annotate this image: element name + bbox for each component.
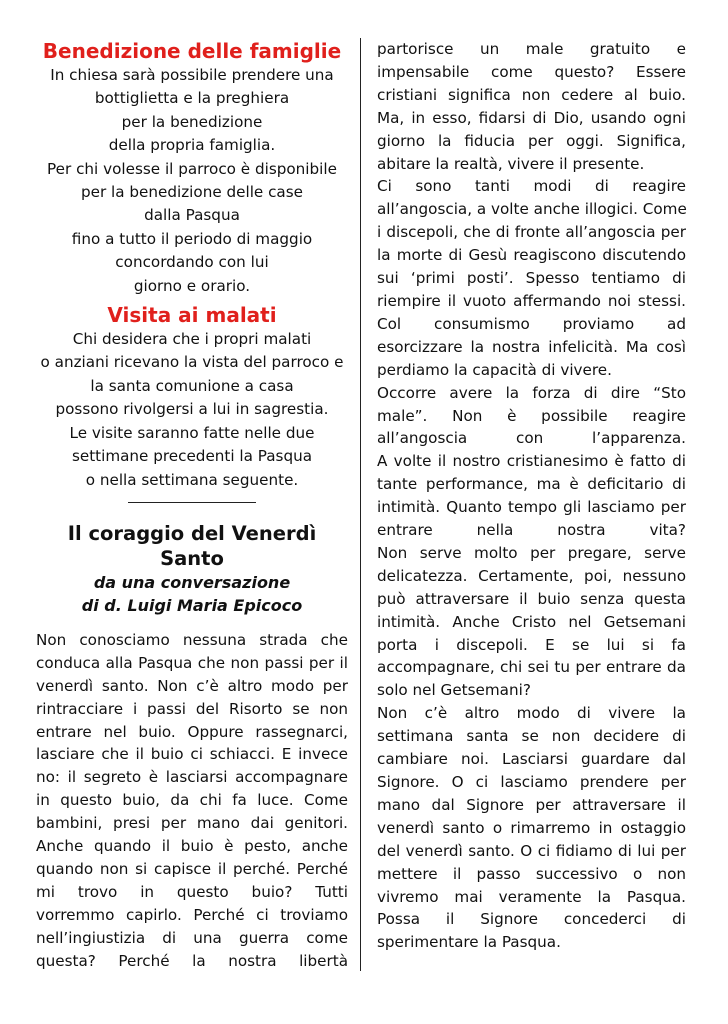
text-line: del venerdì santo. O ci fidiamo di lui per [377, 841, 686, 860]
text-line: Non conosciamo nessuna strada che [36, 630, 348, 649]
text-line: porta i discepoli. E se lui si fa [377, 635, 686, 654]
text-line: partorisce un male gratuito e [377, 40, 686, 58]
text-line: settimana santa se non decidere di [377, 727, 686, 746]
text-line: entrare nella nostra vita? [377, 521, 686, 540]
article-paragraph [377, 382, 686, 703]
text-line: quando non si capisce il perché. Perché [36, 859, 348, 878]
text-line: male”. Non è possibile reagire [377, 406, 686, 425]
section-benedizione-text [36, 64, 348, 298]
text-line: Chi desidera che i propri malati [72, 330, 312, 349]
text-line: Col consumismo proviamo ad [377, 314, 686, 333]
text-line: abitare la realtà, vivere il presente. [377, 154, 645, 173]
text-line: Ci sono tanti modi di reagire [377, 177, 686, 196]
text-line: la santa comunione a casa [90, 376, 294, 395]
text-line: i discepoli, che di fronte all’angoscia per [377, 223, 686, 242]
article-paragraph [377, 38, 686, 175]
text-line: vorremmo capirlo. Perché ci troviamo [36, 905, 348, 924]
text-line: Possa il Signore concederci di [377, 910, 686, 929]
text-line: venerdì santo. Non c’è altro modo per [36, 676, 348, 695]
article-paragraph [377, 175, 686, 381]
text-line: della propria famiglia. [108, 136, 276, 155]
text-line: cambiare noi. Lasciarsi guardare dal [377, 750, 686, 769]
section-title-visita-malati: Visita ai malati [107, 303, 277, 328]
text-line: nell’ingiustizia di una guerra come [36, 928, 348, 947]
text-line: Ma, in esso, fidarsi di Dio, usando ogni [377, 108, 686, 127]
text-line: o anziani ricevano la vista del parroco e [40, 353, 344, 372]
text-line: In chiesa sarà possibile prendere una [50, 66, 334, 84]
left-column [36, 38, 348, 973]
article-title: Il coraggio del Venerdì Santo [67, 521, 317, 570]
text-line: all’angoscia con l’apparenza. [377, 429, 686, 448]
text-line: o nella settimana seguente. [85, 470, 299, 489]
text-line: fino a tutto il periodo di maggio [71, 229, 313, 248]
text-line: Non serve molto per pregare, serve [377, 543, 686, 562]
text-line: per la benedizione delle case [80, 183, 303, 202]
text-line: Non c’è altro modo di vivere la [377, 704, 686, 723]
article-author: di d. Luigi Maria Epicoco [81, 595, 303, 615]
text-line: può attraversare il buio senza questa [377, 589, 686, 608]
text-line: A volte il nostro cristianesimo è fatto di [377, 452, 686, 471]
text-line: sperimentare la Pasqua. [377, 933, 561, 952]
text-line: entrare nel buio. Oppure rassegnarci, [36, 722, 348, 741]
text-line: solo nel Getsemani? [377, 681, 531, 700]
text-line: intimità. Quanto tempo gli lasciamo per [377, 498, 686, 517]
text-line: sui ‘primi posti’. Spesso tentiamo di [377, 269, 686, 288]
text-line: tante performance, ma è deficitario di [377, 475, 686, 494]
article-subtitle: da una conversazione [93, 572, 291, 592]
text-line: giorno la fiducia per oggi. Significa, [377, 131, 686, 150]
text-line: Per chi volesse il parroco è disponibile [47, 159, 337, 178]
section-title-benedizione: Benedizione delle famiglie [42, 39, 342, 63]
text-line: settimane precedenti la Pasqua [71, 447, 313, 466]
text-line: Le visite saranno fatte nelle due [69, 423, 315, 442]
text-line: bambini, presi per mano dai genitori. [36, 814, 348, 833]
text-line: la morte di Gesù reagiscono discutendo [377, 246, 686, 265]
text-line: perdiamo la capacità di vivere. [377, 360, 612, 379]
text-line: delicatezza. Certamente, poi, nessuno [377, 566, 686, 585]
text-line: vivremo mai veramente la Pasqua. [377, 887, 686, 906]
text-line: venerdì santo o rimarremo in ostaggio [377, 818, 686, 837]
column-divider [360, 38, 361, 971]
text-line: mettere il passo successivo o non [377, 864, 686, 883]
text-line: esorcizzare la nostra infelicità. Ma così [377, 337, 686, 356]
text-line: mano dal Signore per attraversare il [377, 795, 686, 814]
text-line: concordando con lui [115, 253, 269, 272]
text-line: questa? Perché la nostra libertà [36, 951, 348, 970]
article-body-start [36, 629, 348, 973]
text-line: lasciare che il buio ci schiacci. E invece [36, 745, 348, 764]
text-line: Occorre avere la forza di dire “Sto [377, 383, 686, 402]
text-line: in questo buio, da chi fa luce. Come [36, 791, 348, 810]
text-line: cristiani significa non cedere al buio. [377, 85, 686, 104]
text-line: mi trovo in questo buio? Tutti [36, 882, 348, 901]
text-line: possono rivolgersi a lui in sagrestia. [55, 400, 329, 419]
text-line: per la benedizione [121, 112, 263, 131]
article-paragraph [377, 702, 686, 954]
text-line: giorno e orario. [133, 276, 251, 295]
right-column [377, 38, 686, 954]
text-line: impensabile come questo? Essere [377, 62, 686, 81]
text-line: riempire il vuoto affermando noi stessi. [377, 291, 686, 310]
text-line: accompagnare, chi sei tu per entrare da [377, 658, 686, 677]
section-divider-rule [128, 502, 256, 503]
text-line: Signore. O ci lasciamo prendere per [377, 773, 686, 791]
text-line: conduca alla Pasqua che non passi per il [36, 653, 348, 672]
text-line: rintracciare i passi del Risorto se non [36, 699, 348, 718]
text-line: all’angoscia, a volte anche illogici. Come [377, 200, 687, 219]
text-line: intimità. Anche Cristo nel Getsemani [377, 612, 686, 631]
section-visita-text [36, 328, 348, 492]
text-line: no: il segreto è lasciarsi accompagnare [36, 768, 348, 787]
text-line: bottiglietta e la preghiera [94, 89, 290, 108]
text-line: dalla Pasqua [144, 206, 240, 225]
text-line: Anche quando il buio è pesto, anche [36, 837, 348, 856]
